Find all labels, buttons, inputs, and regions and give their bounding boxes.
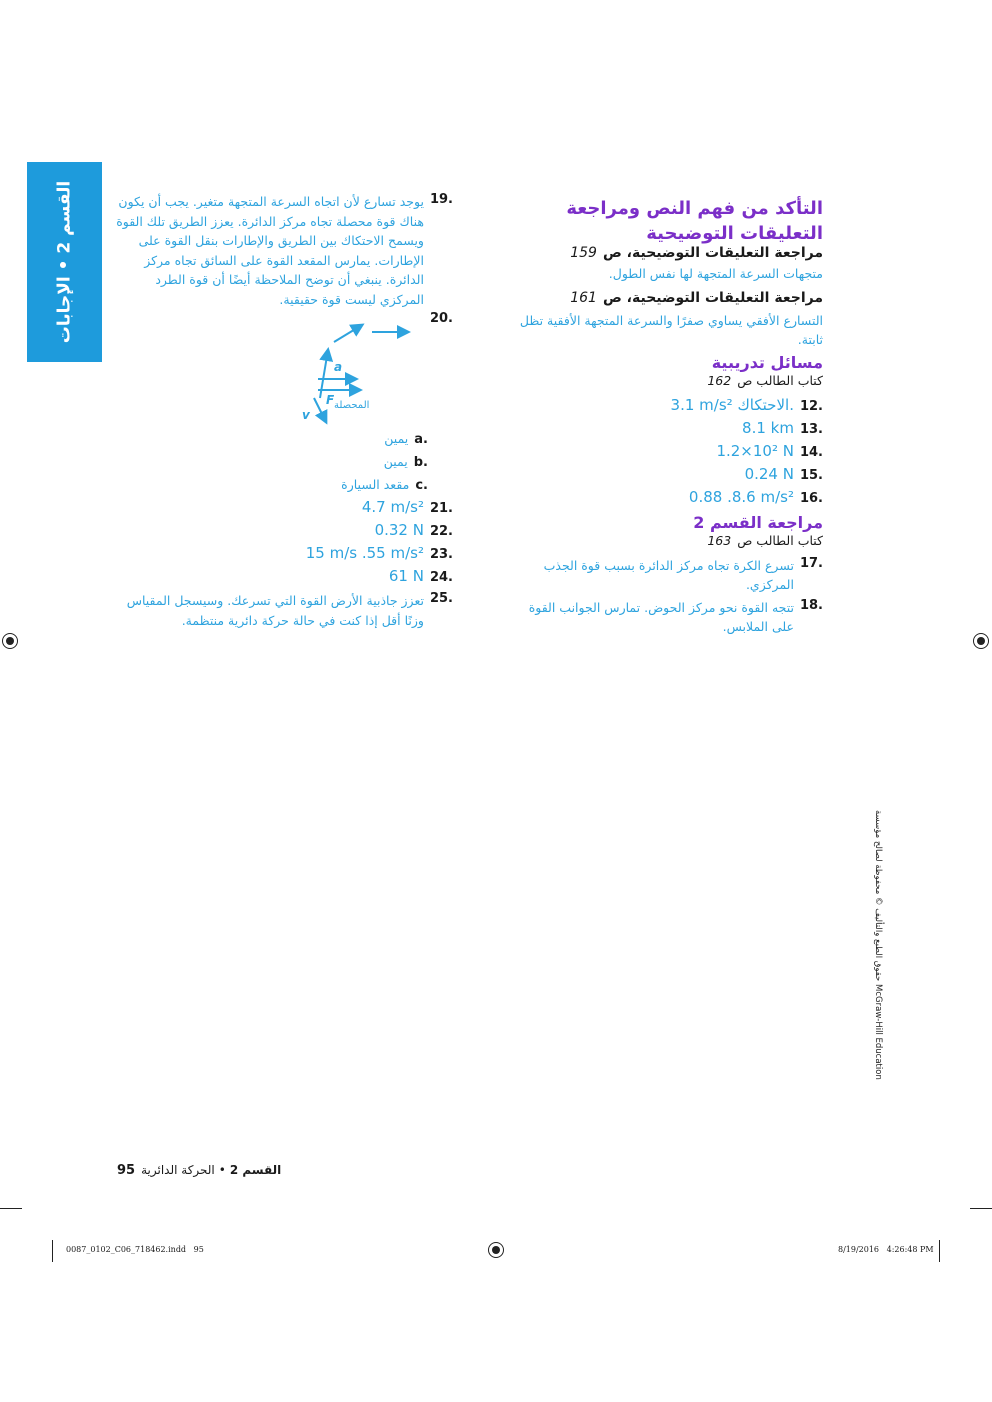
answer-value: 0.24 N [744, 465, 794, 483]
q20-part [110, 477, 428, 493]
part-text: مقعد السيارة [341, 477, 410, 492]
copyright-credit [868, 810, 898, 1120]
registration-mark-left [2, 633, 18, 649]
page-number: 95 [117, 1163, 136, 1178]
section-review-book-text: كتاب الطالب ص [737, 533, 823, 548]
answer-number: 12. [799, 399, 823, 414]
footer-topic: الحركة الدائرية [141, 1163, 215, 1177]
q20-part [110, 454, 428, 470]
section-title: التأكد من فهم النص ومراجعة التعليقات التوضيحية [566, 198, 823, 244]
q19-text: يوجد تسارع لأن اتجاه السرعة المتجهة متغير. يجب أن يكون هناك قوة محصلة تجاه مركز الدائرة. يعزز الطريق تلك القوة ويسمح الاحتكاك بين الطريق والإطارات بنقل القوة على الإطارات. يمارس المقعد القوة على السائق تجاه مركز الدائرة. ينبغي أن توضح الملاحظة أيضًا أن قوة الطرد المركزي ليست قوة حقيقية. [116, 194, 424, 307]
registration-mark-bottom [488, 1242, 504, 1258]
slug-date: 8/19/2016 4:26:48 PM [838, 1245, 934, 1254]
review1-page: 159 [570, 245, 597, 261]
section-review-book-ref [505, 533, 823, 548]
q18-text: تتجه القوة نحو مركز الحوض. تمارس الجوانب القوة على الملابس. [528, 600, 794, 634]
part-letter: b. [413, 455, 428, 470]
review2-heading-text: مراجعة التعليقات التوضيحية، ص [602, 290, 823, 306]
vector-diagram [290, 318, 420, 430]
crop-mark [970, 1208, 992, 1209]
answer-item [505, 419, 823, 437]
q17-number: 17. [799, 556, 823, 571]
footer-bullet: • [218, 1163, 226, 1177]
answer-value: 8.1 km [742, 419, 794, 437]
slug-filename: 0087_0102_C06_718462.indd 95 [66, 1245, 204, 1254]
velocity-down-arrow [314, 398, 326, 422]
answer-item [505, 396, 823, 414]
q25-number: 25. [429, 591, 453, 606]
q19-number: 19. [429, 192, 453, 207]
answer-number: 22. [429, 524, 453, 539]
answer-value: 0.32 N [374, 521, 424, 539]
label-f-sub: المحصلة [334, 400, 370, 411]
review1-text: متجهات السرعة المتجهة لها نفس الطول. [608, 266, 823, 281]
answer-item [110, 521, 453, 539]
footer-section: القسم 2 [229, 1163, 282, 1177]
q25 [110, 591, 453, 630]
label-a: a [334, 360, 343, 374]
answer-value: 61 N [388, 567, 424, 585]
page-footer [117, 1163, 287, 1178]
label-f: F [326, 393, 335, 407]
answer-value: 1.2×10² N [716, 442, 794, 460]
answer-item [110, 544, 453, 562]
answer-number: 24. [429, 570, 453, 585]
footer-section-info [141, 1163, 281, 1177]
answer-number: 13. [799, 422, 823, 437]
crop-mark [0, 1208, 22, 1209]
review2-text: التسارع الأفقي يساوي صفرًا والسرعة المتجهة الأفقية تظل ثابتة. [519, 313, 823, 347]
q18 [505, 598, 823, 636]
answer-number: 23. [429, 547, 453, 562]
answer-item [505, 488, 823, 506]
copyright-text: حقوق الطبع والتأليف © محفوظة لصالح مؤسسة McGraw-Hill Education [873, 810, 883, 1080]
q19 [110, 192, 453, 309]
practice-book-ref [505, 373, 823, 388]
answer-item [110, 498, 453, 516]
label-v: v [302, 408, 310, 422]
practice-book-page: 162 [707, 373, 732, 388]
answer-value: 4.7 m/s² [361, 498, 424, 516]
crop-mark [52, 1240, 53, 1262]
section-review-heading: مراجعة القسم 2 [693, 513, 823, 532]
q20-part [110, 431, 428, 447]
q17-text: تسرع الكرة تجاه مركز الدائرة بسبب قوة الجذب المركزي. [543, 558, 794, 592]
part-letter: c. [415, 478, 428, 493]
section-tab [27, 162, 102, 362]
q18-number: 18. [799, 598, 823, 613]
answer-number: 21. [429, 501, 453, 516]
part-text: يمين [383, 454, 408, 469]
crop-mark [939, 1240, 940, 1262]
answer-value: 0.88 .8.6 m/s² [688, 488, 794, 506]
registration-mark-right [973, 633, 989, 649]
answer-item [505, 442, 823, 460]
answer-item [505, 465, 823, 483]
section-tab-label: القسم 2 • الإجابات [54, 180, 75, 344]
answer-number: 16. [799, 491, 823, 506]
answer-item [110, 567, 453, 585]
answer-number: 15. [799, 468, 823, 483]
practice-book-text: كتاب الطالب ص [737, 373, 823, 388]
part-letter: a. [414, 432, 428, 447]
review2-page: 161 [570, 290, 597, 306]
part-text: يمين [384, 431, 409, 446]
practice-heading: مسائل تدريبية [711, 353, 823, 372]
section-review-book-page: 163 [707, 533, 732, 548]
review1-heading [505, 245, 823, 261]
q25-text: تعزز جاذبية الأرض القوة التي تسرعك. وسيسجل المقياس وزنًا أقل إذا كنت في حالة حركة دائرية منتظمة. [126, 593, 424, 628]
answer-number: 14. [799, 445, 823, 460]
review1-heading-text: مراجعة التعليقات التوضيحية، ص [602, 245, 823, 261]
velocity-arrow-tangent [334, 325, 362, 342]
answer-value: 15 m/s .55 m/s² [305, 544, 424, 562]
answer-value: 3.1 m/s² الاحتكاك. [670, 396, 794, 414]
q20-number: 20. [429, 311, 453, 326]
review2-heading [505, 290, 823, 306]
q17 [505, 556, 823, 594]
